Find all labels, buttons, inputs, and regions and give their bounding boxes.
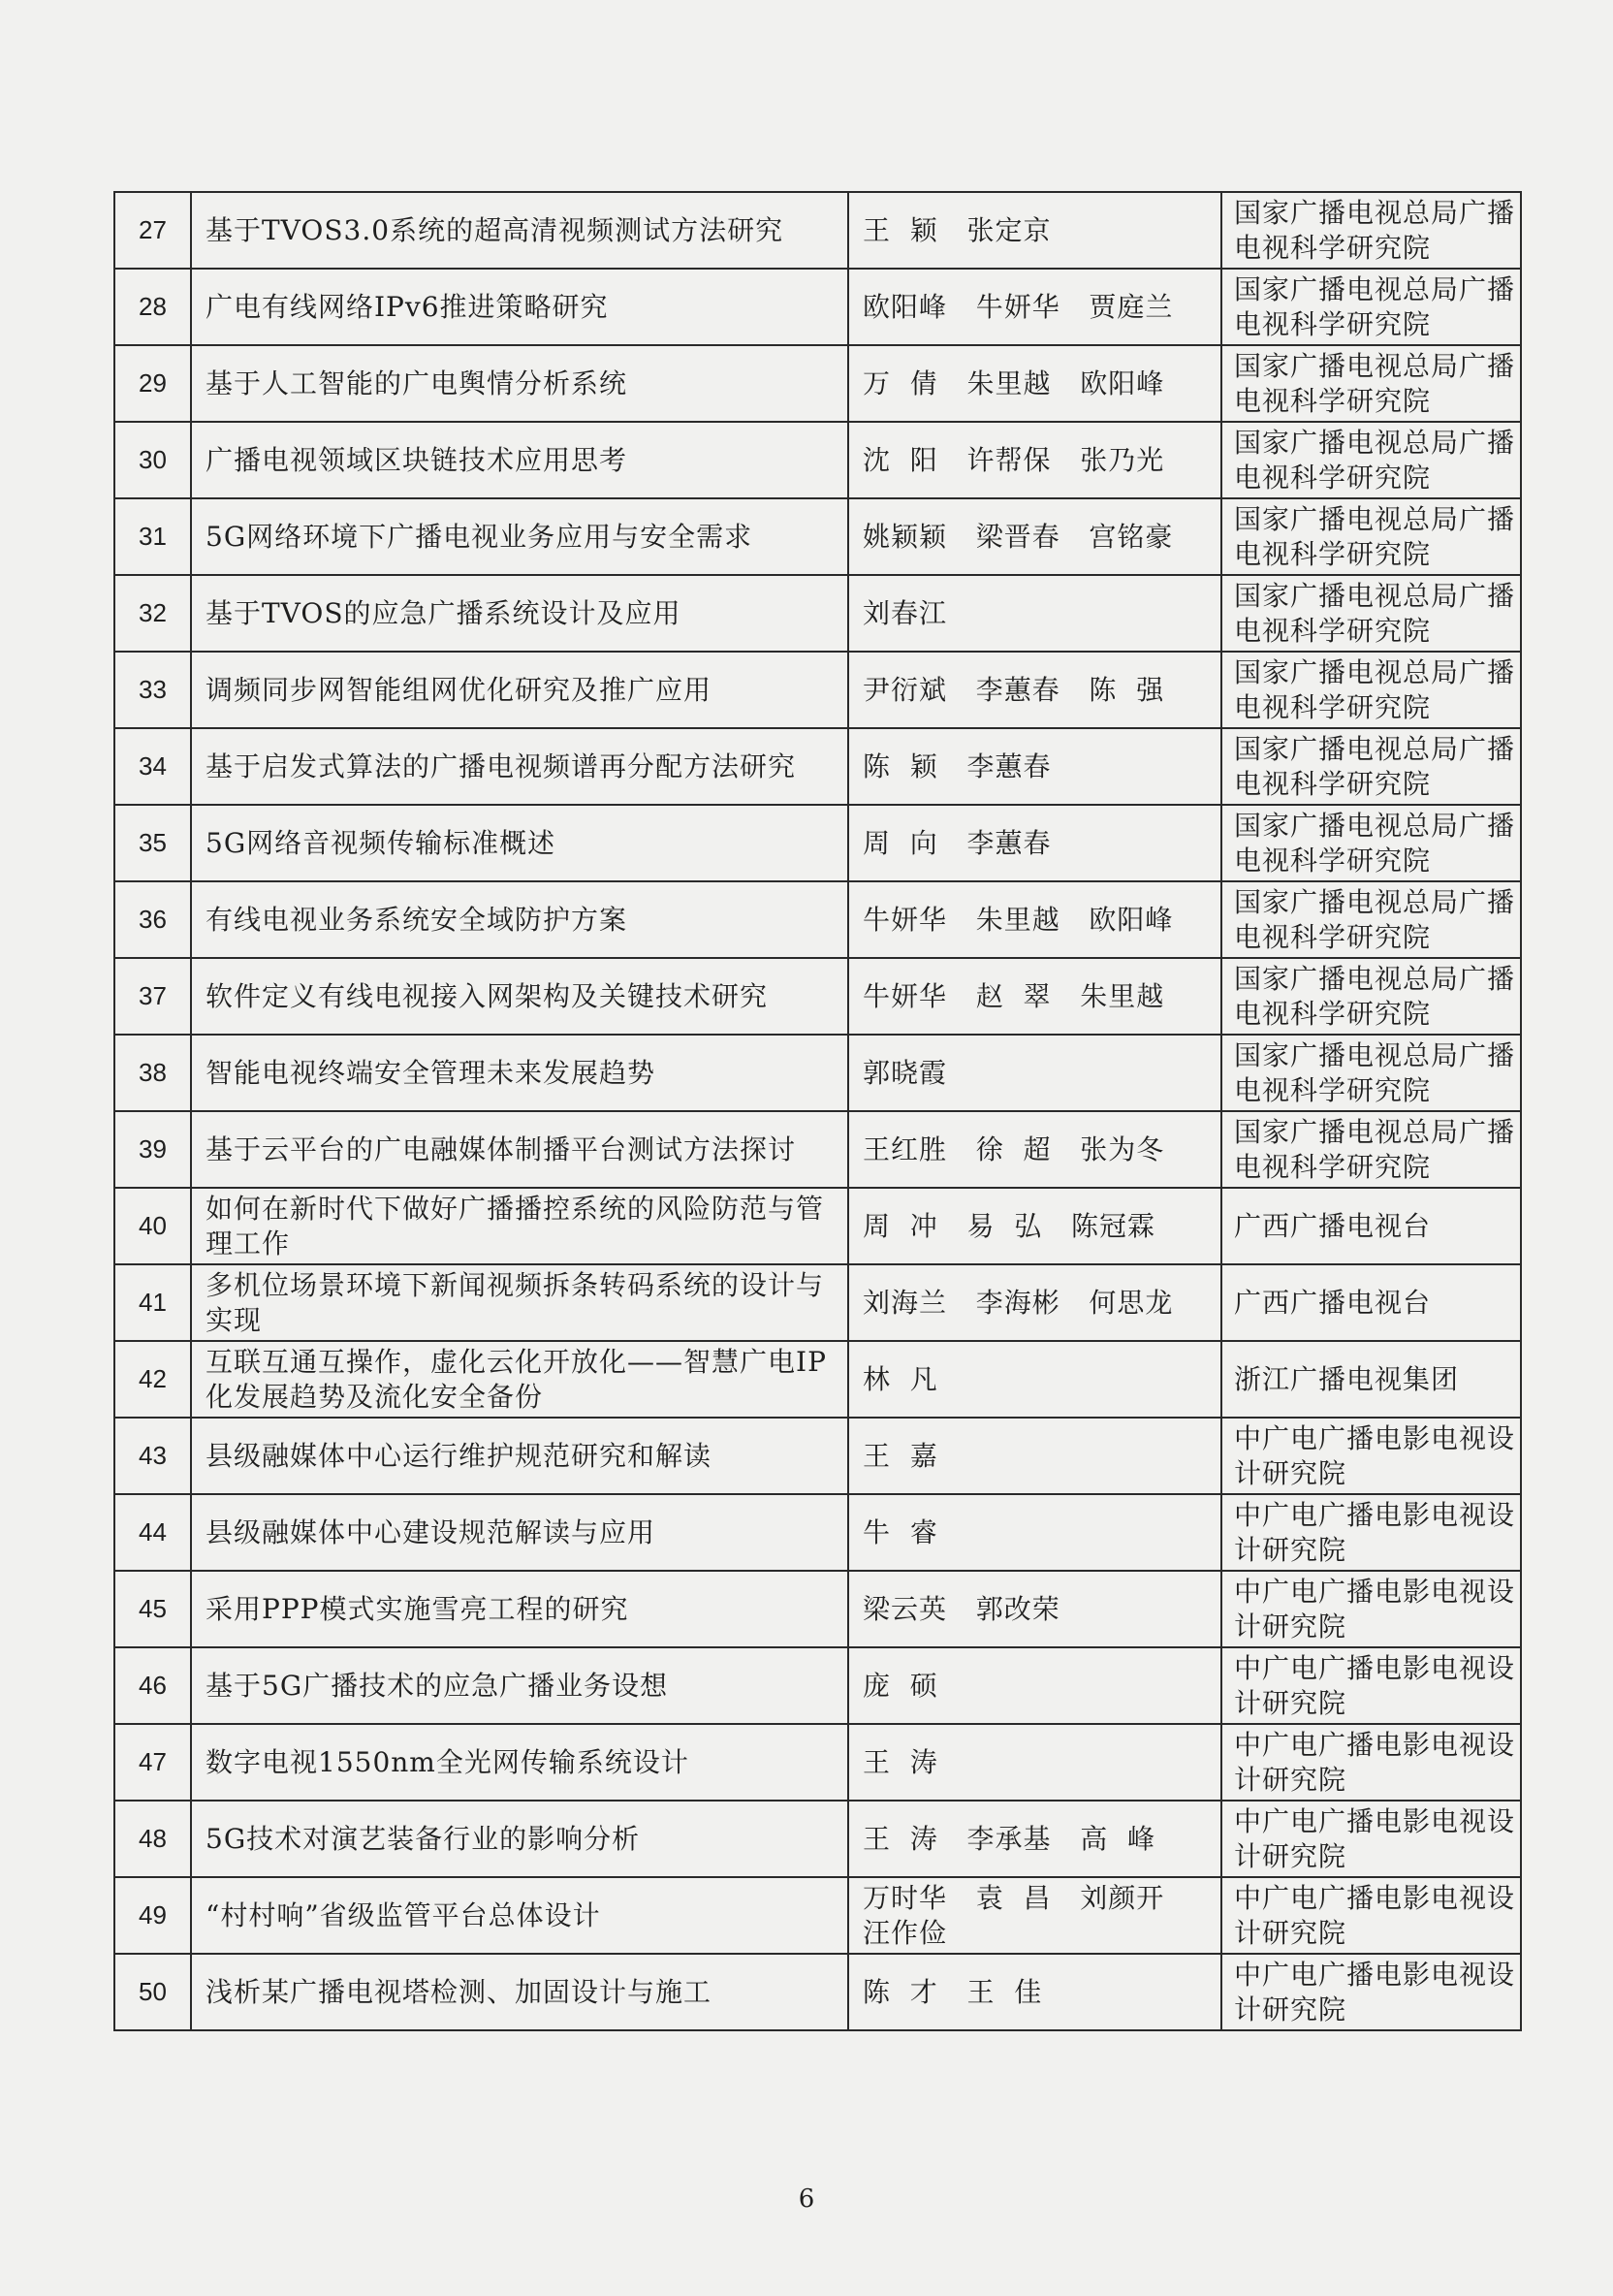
paper-authors: 郭晓霞	[848, 1035, 1221, 1111]
row-number: 50	[114, 1954, 191, 2030]
paper-organization: 广西广播电视台	[1221, 1188, 1521, 1264]
page-number: 6	[798, 2184, 815, 2214]
table-row	[114, 881, 1521, 958]
table-row	[114, 1111, 1521, 1188]
paper-title: 县级融媒体中心建设规范解读与应用	[191, 1494, 848, 1571]
table-row	[114, 1264, 1521, 1341]
paper-title: 软件定义有线电视接入网架构及关键技术研究	[191, 958, 848, 1035]
paper-organization: 国家广播电视总局广播电视科学研究院	[1221, 498, 1521, 575]
row-number: 27	[114, 192, 191, 269]
paper-authors: 牛妍华 朱里越 欧阳峰	[848, 881, 1221, 958]
paper-authors: 陈 颖 李蕙春	[848, 728, 1221, 805]
row-number: 40	[114, 1188, 191, 1264]
paper-title: “村村响”省级监管平台总体设计	[191, 1877, 848, 1954]
row-number: 34	[114, 728, 191, 805]
paper-authors: 牛 睿	[848, 1494, 1221, 1571]
paper-authors: 王 颖 张定京	[848, 192, 1221, 269]
table-row	[114, 1494, 1521, 1571]
paper-authors: 周 冲 易 弘 陈冠霖	[848, 1188, 1221, 1264]
paper-title: 基于云平台的广电融媒体制播平台测试方法探讨	[191, 1111, 848, 1188]
row-number: 38	[114, 1035, 191, 1111]
paper-authors: 姚颖颖 梁晋春 宫铭豪	[848, 498, 1221, 575]
paper-authors: 王 涛 李承基 高 峰	[848, 1801, 1221, 1877]
paper-authors: 万时华 袁 昌 刘颜开 汪作俭	[848, 1877, 1221, 1954]
paper-title: 基于TVOS的应急广播系统设计及应用	[191, 575, 848, 652]
paper-organization: 国家广播电视总局广播电视科学研究院	[1221, 728, 1521, 805]
paper-organization: 国家广播电视总局广播电视科学研究院	[1221, 958, 1521, 1035]
paper-title: 智能电视终端安全管理未来发展趋势	[191, 1035, 848, 1111]
paper-organization: 中广电广播电影电视设计研究院	[1221, 1724, 1521, 1801]
paper-organization: 国家广播电视总局广播电视科学研究院	[1221, 881, 1521, 958]
table-row	[114, 958, 1521, 1035]
paper-organization: 国家广播电视总局广播电视科学研究院	[1221, 575, 1521, 652]
paper-organization: 国家广播电视总局广播电视科学研究院	[1221, 1111, 1521, 1188]
paper-title: 广电有线网络IPv6推进策略研究	[191, 269, 848, 345]
row-number: 45	[114, 1571, 191, 1647]
paper-authors: 欧阳峰 牛妍华 贾庭兰	[848, 269, 1221, 345]
row-number: 29	[114, 345, 191, 422]
row-number: 36	[114, 881, 191, 958]
row-number: 47	[114, 1724, 191, 1801]
paper-authors: 王红胜 徐 超 张为冬	[848, 1111, 1221, 1188]
paper-list-table	[113, 191, 1522, 2031]
row-number: 33	[114, 652, 191, 728]
row-number: 49	[114, 1877, 191, 1954]
table-row	[114, 1418, 1521, 1494]
paper-organization: 国家广播电视总局广播电视科学研究院	[1221, 1035, 1521, 1111]
table-row	[114, 1801, 1521, 1877]
paper-organization: 中广电广播电影电视设计研究院	[1221, 1494, 1521, 1571]
paper-title: 广播电视领域区块链技术应用思考	[191, 422, 848, 498]
table-row	[114, 1724, 1521, 1801]
row-number: 41	[114, 1264, 191, 1341]
paper-organization: 中广电广播电影电视设计研究院	[1221, 1647, 1521, 1724]
paper-title: 基于TVOS3.0系统的超高清视频测试方法研究	[191, 192, 848, 269]
paper-organization: 国家广播电视总局广播电视科学研究院	[1221, 192, 1521, 269]
row-number: 28	[114, 269, 191, 345]
paper-title: 采用PPP模式实施雪亮工程的研究	[191, 1571, 848, 1647]
paper-title: 5G技术对演艺装备行业的影响分析	[191, 1801, 848, 1877]
paper-organization: 国家广播电视总局广播电视科学研究院	[1221, 345, 1521, 422]
paper-organization: 中广电广播电影电视设计研究院	[1221, 1418, 1521, 1494]
paper-title: 基于人工智能的广电舆情分析系统	[191, 345, 848, 422]
table-row	[114, 498, 1521, 575]
paper-authors: 王 涛	[848, 1724, 1221, 1801]
paper-authors: 刘海兰 李海彬 何思龙	[848, 1264, 1221, 1341]
row-number: 44	[114, 1494, 191, 1571]
table-row	[114, 1341, 1521, 1418]
paper-organization: 国家广播电视总局广播电视科学研究院	[1221, 269, 1521, 345]
table-row	[114, 269, 1521, 345]
table-row	[114, 1877, 1521, 1954]
row-number: 32	[114, 575, 191, 652]
row-number: 43	[114, 1418, 191, 1494]
paper-title: 浅析某广播电视塔检测、加固设计与施工	[191, 1954, 848, 2030]
paper-organization: 浙江广播电视集团	[1221, 1341, 1521, 1418]
paper-title: 县级融媒体中心运行维护规范研究和解读	[191, 1418, 848, 1494]
table-row	[114, 1647, 1521, 1724]
row-number: 31	[114, 498, 191, 575]
paper-organization: 国家广播电视总局广播电视科学研究院	[1221, 652, 1521, 728]
paper-title: 数字电视1550nm全光网传输系统设计	[191, 1724, 848, 1801]
paper-authors: 万 倩 朱里越 欧阳峰	[848, 345, 1221, 422]
table-row	[114, 728, 1521, 805]
paper-authors: 牛妍华 赵 翠 朱里越	[848, 958, 1221, 1035]
table-row	[114, 575, 1521, 652]
table-row	[114, 1954, 1521, 2030]
table-row	[114, 422, 1521, 498]
paper-authors: 尹衍斌 李蕙春 陈 强	[848, 652, 1221, 728]
table-row	[114, 652, 1521, 728]
row-number: 30	[114, 422, 191, 498]
paper-authors: 林 凡	[848, 1341, 1221, 1418]
table-row	[114, 345, 1521, 422]
table-row	[114, 1035, 1521, 1111]
paper-organization: 广西广播电视台	[1221, 1264, 1521, 1341]
paper-title: 基于启发式算法的广播电视频谱再分配方法研究	[191, 728, 848, 805]
paper-authors: 梁云英 郭改荣	[848, 1571, 1221, 1647]
paper-organization: 国家广播电视总局广播电视科学研究院	[1221, 422, 1521, 498]
paper-title: 基于5G广播技术的应急广播业务设想	[191, 1647, 848, 1724]
paper-authors: 刘春江	[848, 575, 1221, 652]
paper-list-body	[114, 192, 1521, 2030]
row-number: 48	[114, 1801, 191, 1877]
paper-organization: 中广电广播电影电视设计研究院	[1221, 1877, 1521, 1954]
paper-title: 5G网络音视频传输标准概述	[191, 805, 848, 881]
paper-title: 多机位场景环境下新闻视频拆条转码系统的设计与实现	[191, 1264, 848, 1341]
row-number: 39	[114, 1111, 191, 1188]
paper-organization: 中广电广播电影电视设计研究院	[1221, 1801, 1521, 1877]
paper-authors: 王 嘉	[848, 1418, 1221, 1494]
paper-authors: 沈 阳 许帮保 张乃光	[848, 422, 1221, 498]
paper-title: 调频同步网智能组网优化研究及推广应用	[191, 652, 848, 728]
table-row	[114, 192, 1521, 269]
paper-title: 如何在新时代下做好广播播控系统的风险防范与管理工作	[191, 1188, 848, 1264]
paper-title: 有线电视业务系统安全域防护方案	[191, 881, 848, 958]
paper-title: 5G网络环境下广播电视业务应用与安全需求	[191, 498, 848, 575]
paper-organization: 中广电广播电影电视设计研究院	[1221, 1571, 1521, 1647]
row-number: 46	[114, 1647, 191, 1724]
row-number: 37	[114, 958, 191, 1035]
table-row	[114, 805, 1521, 881]
paper-organization: 中广电广播电影电视设计研究院	[1221, 1954, 1521, 2030]
paper-organization: 国家广播电视总局广播电视科学研究院	[1221, 805, 1521, 881]
paper-authors: 周 向 李蕙春	[848, 805, 1221, 881]
paper-authors: 陈 才 王 佳	[848, 1954, 1221, 2030]
paper-title: 互联互通互操作，虚化云化开放化——智慧广电IP化发展趋势及流化安全备份	[191, 1341, 848, 1418]
row-number: 42	[114, 1341, 191, 1418]
table-row	[114, 1188, 1521, 1264]
row-number: 35	[114, 805, 191, 881]
table-row	[114, 1571, 1521, 1647]
paper-authors: 庞 硕	[848, 1647, 1221, 1724]
